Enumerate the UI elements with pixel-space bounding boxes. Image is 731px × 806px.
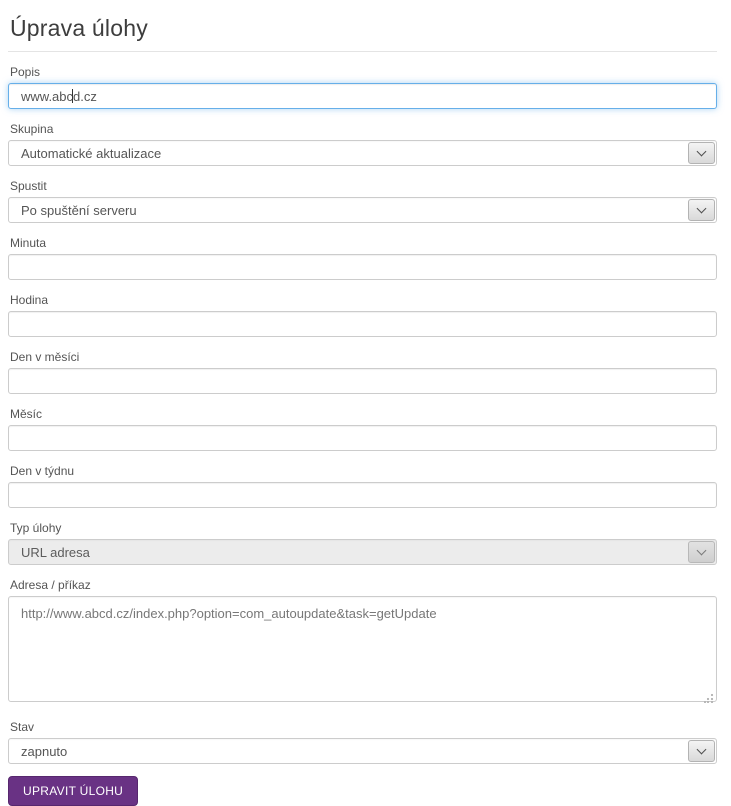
mesic-input[interactable] <box>8 425 717 451</box>
resize-handle-icon[interactable] <box>704 693 714 703</box>
field-adresa <box>8 578 717 707</box>
text-cursor <box>72 89 73 103</box>
chevron-down-icon <box>688 541 715 563</box>
typ-ulohy-selected-value: URL adresa <box>21 544 90 560</box>
field-spustit <box>8 179 717 223</box>
mesic-label: Měsíc <box>10 407 43 421</box>
field-skupina <box>8 122 717 166</box>
chevron-down-icon <box>688 142 715 164</box>
hodina-input[interactable] <box>8 311 717 337</box>
hodina-label: Hodina <box>10 293 49 307</box>
spustit-select[interactable] <box>8 197 717 223</box>
field-stav <box>8 720 717 764</box>
den-v-mesici-input[interactable] <box>8 368 717 394</box>
stav-label: Stav <box>10 720 35 734</box>
spustit-label: Spustit <box>10 179 47 193</box>
field-hodina <box>8 293 717 337</box>
field-den-v-tydnu <box>8 464 717 508</box>
skupina-selected-value: Automatické aktualizace <box>21 145 162 161</box>
chevron-down-icon <box>688 740 715 762</box>
title-divider <box>8 51 717 52</box>
adresa-textarea[interactable] <box>8 596 717 702</box>
skupina-label: Skupina <box>10 122 54 136</box>
popis-input[interactable] <box>8 83 717 109</box>
adresa-label: Adresa / příkaz <box>10 578 91 592</box>
stav-selected-value: zapnuto <box>21 743 68 759</box>
field-den-v-mesici <box>8 350 717 394</box>
spustit-selected-value: Po spuštění serveru <box>21 202 137 218</box>
minuta-label: Minuta <box>10 236 47 250</box>
field-popis <box>8 65 717 109</box>
popis-label: Popis <box>10 65 41 79</box>
typ-ulohy-label: Typ úlohy <box>10 521 62 535</box>
field-mesic <box>8 407 717 451</box>
update-task-button[interactable]: UPRAVIT ÚLOHU <box>8 776 138 806</box>
chevron-down-icon <box>688 199 715 221</box>
typ-ulohy-select <box>8 539 717 565</box>
den-v-tydnu-input[interactable] <box>8 482 717 508</box>
skupina-select[interactable] <box>8 140 717 166</box>
stav-select[interactable] <box>8 738 717 764</box>
page-title: Úprava úlohy <box>10 15 148 41</box>
minuta-input[interactable] <box>8 254 717 280</box>
field-minuta <box>8 236 717 280</box>
den-v-mesici-label: Den v měsíci <box>10 350 80 364</box>
field-typ-ulohy <box>8 521 717 565</box>
den-v-tydnu-label: Den v týdnu <box>10 464 75 478</box>
